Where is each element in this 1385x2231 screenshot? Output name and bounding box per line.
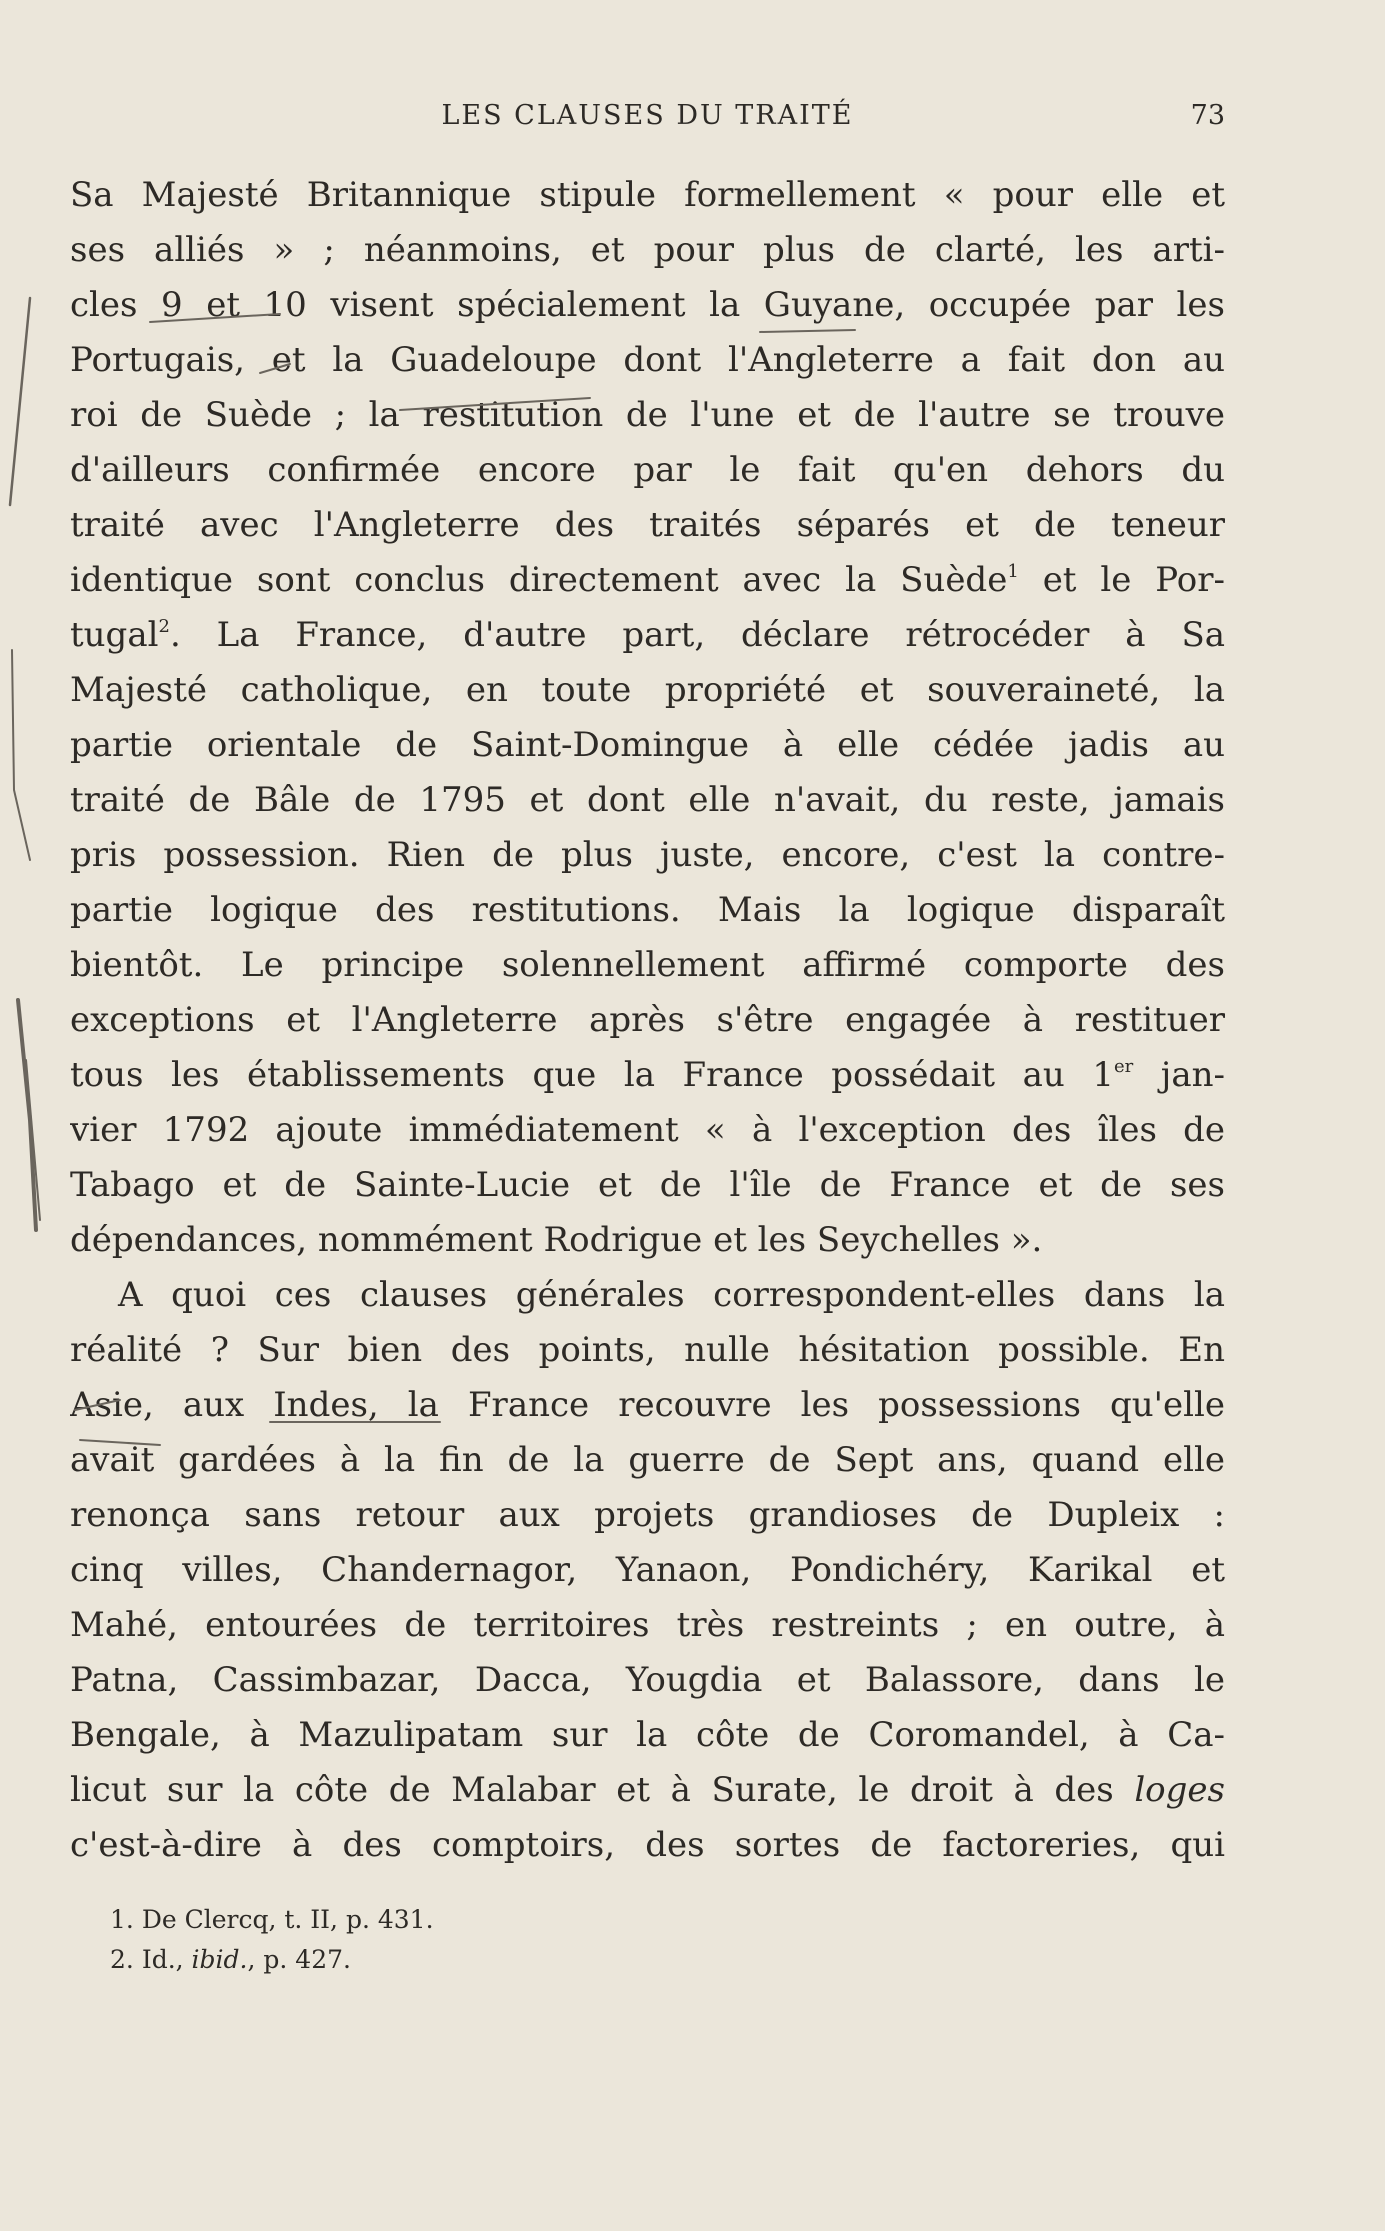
text-fragment: . La France, d'autre part, déclare rétrocéder à Sa xyxy=(169,615,1225,655)
margin-pencil-line xyxy=(18,1000,36,1230)
page-number: 73 xyxy=(1190,100,1225,131)
text-line: c'est-à-dire à des comptoirs, des sortes de factoreries, qui xyxy=(70,1825,1225,1865)
ordinal-suffix: er xyxy=(1113,1056,1134,1077)
text-line: vier 1792 ajoute immédiatement « à l'exception des îles de xyxy=(70,1110,1225,1150)
text-line: traité avec l'Angleterre des traités séparés et de teneur xyxy=(70,505,1225,545)
footnote-italic: ibid. xyxy=(191,1945,248,1974)
text-line xyxy=(70,553,1225,608)
text-line: roi de Suède ; la restitution de l'une et de l'autre se trouve xyxy=(70,395,1225,435)
text-line: traité de Bâle de 1795 et dont elle n'avait, du reste, jamais xyxy=(70,780,1225,820)
footnote-number: 2. xyxy=(110,1945,134,1974)
text-line xyxy=(70,608,1225,663)
margin-pencil-line xyxy=(10,298,30,505)
text-fragment: tugal xyxy=(70,615,159,655)
text-line: Mahé, entourées de territoires très restreints ; en outre, à xyxy=(70,1605,1225,1645)
text-line: pris possession. Rien de plus juste, encore, c'est la contre- xyxy=(70,835,1225,875)
italic-term: loges xyxy=(1134,1770,1225,1810)
text-line: d'ailleurs confirmée encore par le fait qu'en dehors du xyxy=(70,450,1225,490)
text-line: Portugais, et la Guadeloupe dont l'Angleterre a fait don au xyxy=(70,340,1225,380)
text-line: partie logique des restitutions. Mais la logique disparaît xyxy=(70,890,1225,930)
footnote-ref: 2 xyxy=(158,616,170,637)
text-line: renonça sans retour aux projets grandioses de Dupleix : xyxy=(70,1495,1225,1535)
text-line: Asie, aux Indes, la France recouvre les possessions qu'elle xyxy=(70,1385,1225,1425)
running-title: LES CLAUSES DU TRAITÉ xyxy=(441,100,854,131)
footnote-number: 1. xyxy=(110,1905,134,1934)
text-line: dépendances, nommément Rodrigue et les Seychelles ». xyxy=(70,1220,1043,1260)
text-line: exceptions et l'Angleterre après s'être engagée à restituer xyxy=(70,1000,1225,1040)
text-fragment: tous les établissements que la France possédait au 1 xyxy=(70,1055,1114,1095)
text-line: ses alliés » ; néanmoins, et pour plus de clarté, les arti- xyxy=(70,230,1225,270)
text-line: avait gardées à la fin de la guerre de Sept ans, quand elle xyxy=(70,1440,1225,1480)
text-line xyxy=(70,1763,1225,1818)
text-fragment: jan- xyxy=(1133,1055,1225,1095)
text-line: cinq villes, Chandernagor, Yanaon, Pondichéry, Karikal et xyxy=(70,1550,1225,1590)
text-fragment: identique sont conclus directement avec la Suède xyxy=(70,560,1008,600)
footnote-tail: , p. 427. xyxy=(247,1945,351,1974)
footnote-text: Id., xyxy=(141,1945,192,1974)
footnote xyxy=(110,1900,710,1940)
text-line: Majesté catholique, en toute propriété et souveraineté, la xyxy=(70,670,1225,710)
footnote xyxy=(110,1940,710,1980)
page-header xyxy=(70,100,1225,140)
text-fragment: et le Por- xyxy=(1018,560,1225,600)
text-line: Sa Majesté Britannique stipule formellement « pour elle et xyxy=(70,175,1225,215)
footnotes xyxy=(110,1900,710,1980)
text-line: partie orientale de Saint-Domingue à elle cédée jadis au xyxy=(70,725,1225,765)
text-fragment: licut sur la côte de Malabar et à Surate, le droit à des xyxy=(70,1770,1135,1810)
text-line: réalité ? Sur bien des points, nulle hésitation possible. En xyxy=(70,1330,1225,1370)
margin-pencil-line xyxy=(12,650,30,860)
footnote-text: De Clercq, t. II, p. 431. xyxy=(141,1905,434,1934)
text-line: A quoi ces clauses générales correspondent-elles dans la xyxy=(118,1275,1225,1315)
text-line: Patna, Cassimbazar, Dacca, Yougdia et Balassore, dans le xyxy=(70,1660,1225,1700)
text-line: Bengale, à Mazulipatam sur la côte de Coromandel, à Ca- xyxy=(70,1715,1225,1755)
body-text xyxy=(70,168,1225,1873)
margin-pencil-line xyxy=(26,1060,40,1220)
text-line: cles 9 et 10 visent spécialement la Guyane, occupée par les xyxy=(70,285,1225,325)
text-line: Tabago et de Sainte-Lucie et de l'île de France et de ses xyxy=(70,1165,1225,1205)
footnote-ref: 1 xyxy=(1007,561,1019,582)
text-line xyxy=(70,1048,1225,1103)
text-line: bientôt. Le principe solennellement affirmé comporte des xyxy=(70,945,1225,985)
